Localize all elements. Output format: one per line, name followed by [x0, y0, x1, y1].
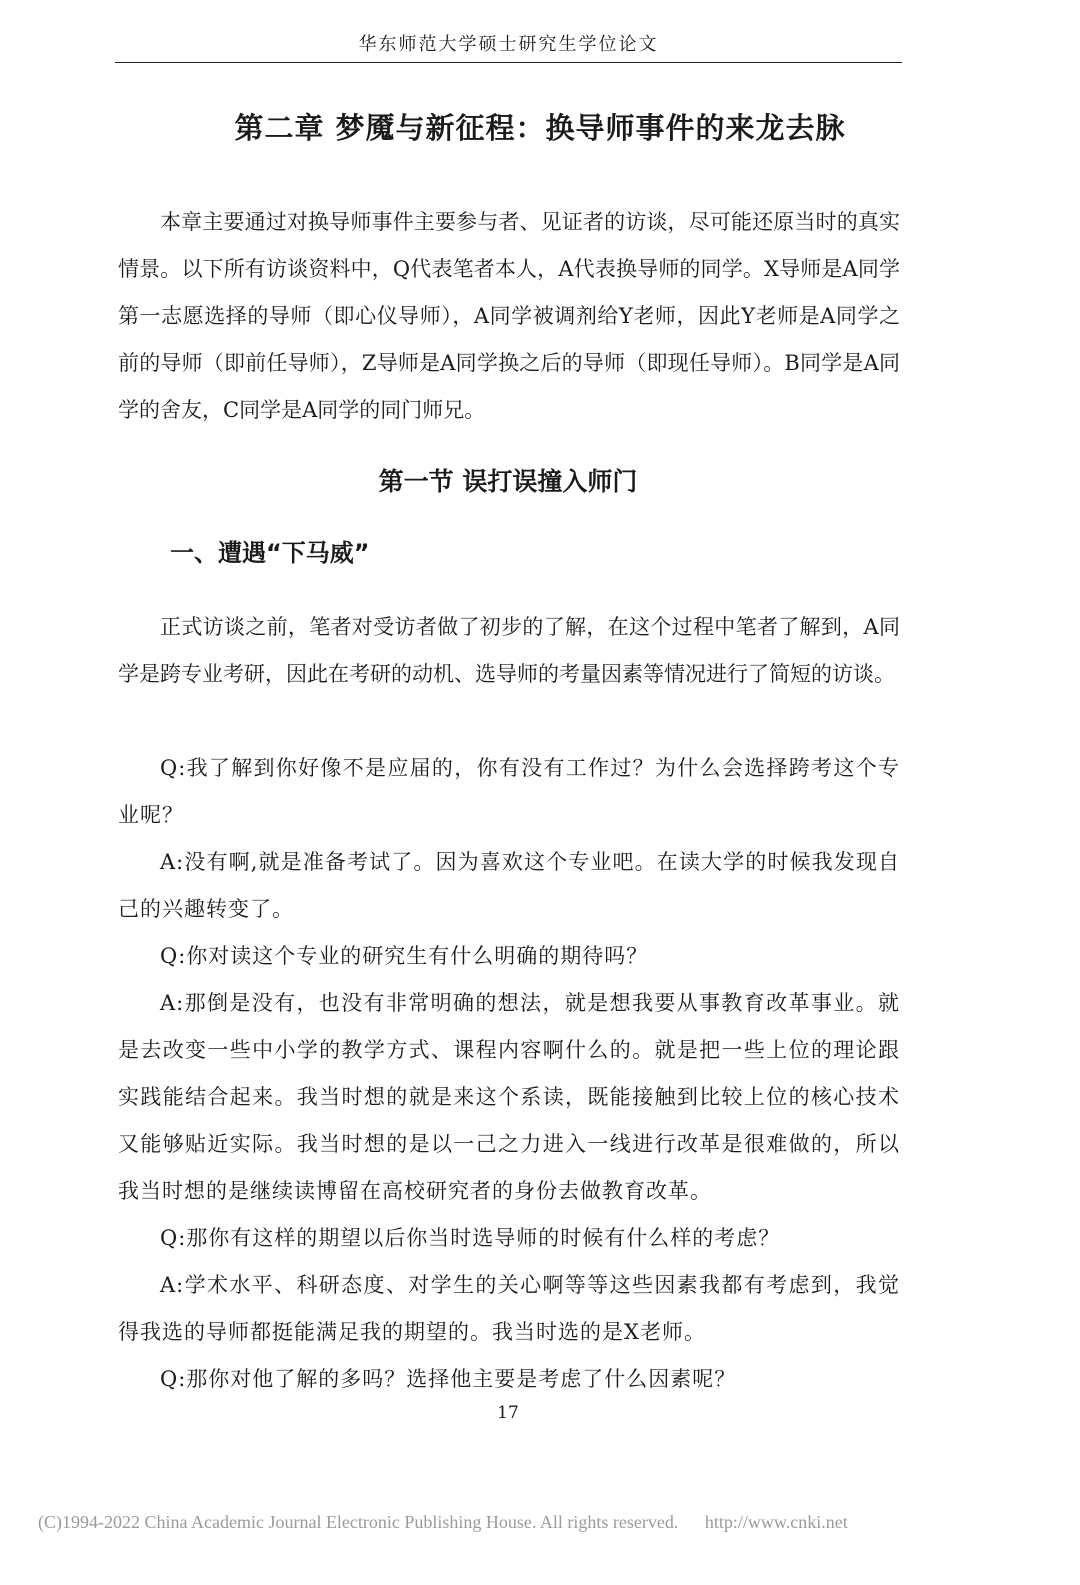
running-header: 华东师范大学硕士研究生学位论文	[115, 30, 902, 63]
cnki-link[interactable]: http://www.cnki.net	[704, 1512, 848, 1532]
section-title: 第一节 误打误撞入师门	[378, 467, 638, 496]
chapter-title: 第二章 梦魇与新征程：换导师事件的来龙去脉	[234, 111, 846, 145]
dialogue-line: A:那倒是没有，也没有非常明确的想法，就是想我要从事教育改革事业。就是去改变一些中小学的教学方式、课程内容啊什么的。就是把一些上位的理论跟实践能结合起来。我当时想的就是来这个系读，既能接触到比较上位的核心技术又能够贴近实际。我当时想的是以一己之力进入一线进行改革是很难做的，所以我当时想的是继续读博留在高校研究者的身份去做教育改革。	[118, 991, 900, 1203]
dialogue-line: A:学术水平、科研态度、对学生的关心啊等等这些因素我都有考虑到，我觉得我选的导师都挺能满足我的期望的。我当时选的是X老师。	[118, 1273, 900, 1344]
interview-dialogue	[118, 745, 900, 1403]
body-paragraph: 正式访谈之前，笔者对受访者做了初步的了解，在这个过程中笔者了解到，A同学是跨专业考研，因此在考研的动机、选导师的考量因素等情况进行了简短的访谈。	[118, 615, 900, 686]
dialogue-line: A:没有啊,就是准备考试了。因为喜欢这个专业吧。在读大学的时候我发现自己的兴趣转变了。	[118, 850, 900, 921]
copyright-footer	[38, 1512, 848, 1533]
subsection-title: 一、遭遇“下马威”	[170, 539, 370, 567]
copyright-text: (C)1994-2022 China Academic Journal Electronic Publishing House. All rights reserved.	[38, 1512, 679, 1532]
page-number: 17	[497, 1403, 519, 1423]
intro-paragraph: 本章主要通过对换导师事件主要参与者、见证者的访谈，尽可能还原当时的真实情景。以下所有访谈资料中，Q代表笔者本人，A代表换导师的同学。X导师是A同学第一志愿选择的导师（即心仪导师），A同学被调剂给Y老师，因此Y老师是A同学之前的导师（即前任导师），Z导师是A同学换之后的导师（即现任导师）。B同学是A同学的舍友，C同学是A同学的同门师兄。	[118, 210, 900, 422]
dialogue-line: Q:那你有这样的期望以后你当时选导师的时候有什么样的考虑？	[160, 1226, 781, 1250]
dialogue-line: Q:那你对他了解的多吗？选择他主要是考虑了什么因素呢？	[160, 1367, 737, 1391]
dialogue-line: Q:你对读这个专业的研究生有什么明确的期待吗？	[160, 944, 649, 968]
dialogue-line: Q:我了解到你好像不是应届的，你有没有工作过？为什么会选择跨考这个专业呢？	[118, 756, 900, 827]
